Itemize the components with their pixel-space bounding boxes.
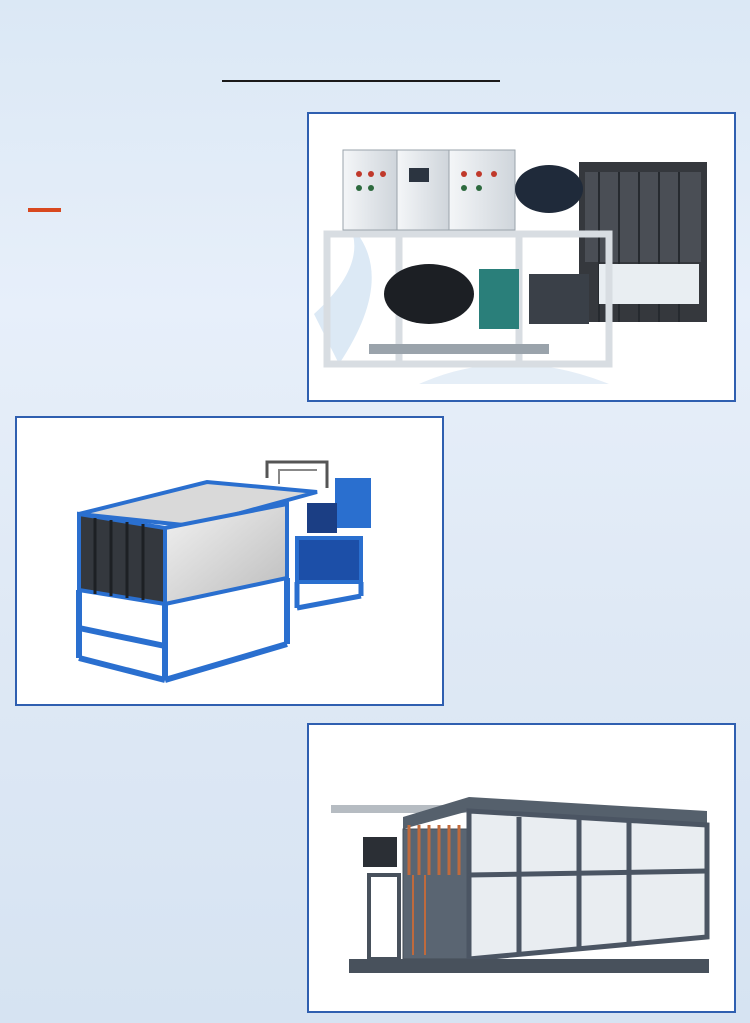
section-3-image-frame <box>307 723 736 1013</box>
title-underline <box>222 80 500 82</box>
section-2-image-frame <box>15 416 444 706</box>
section-1-image-frame <box>307 112 736 402</box>
automatic-block-ice-machine-image <box>309 725 734 1011</box>
blue-block-ice-machine-image <box>17 418 442 704</box>
section-1-accent-bar <box>28 208 61 212</box>
gray-block-ice-machine-image <box>309 114 734 400</box>
